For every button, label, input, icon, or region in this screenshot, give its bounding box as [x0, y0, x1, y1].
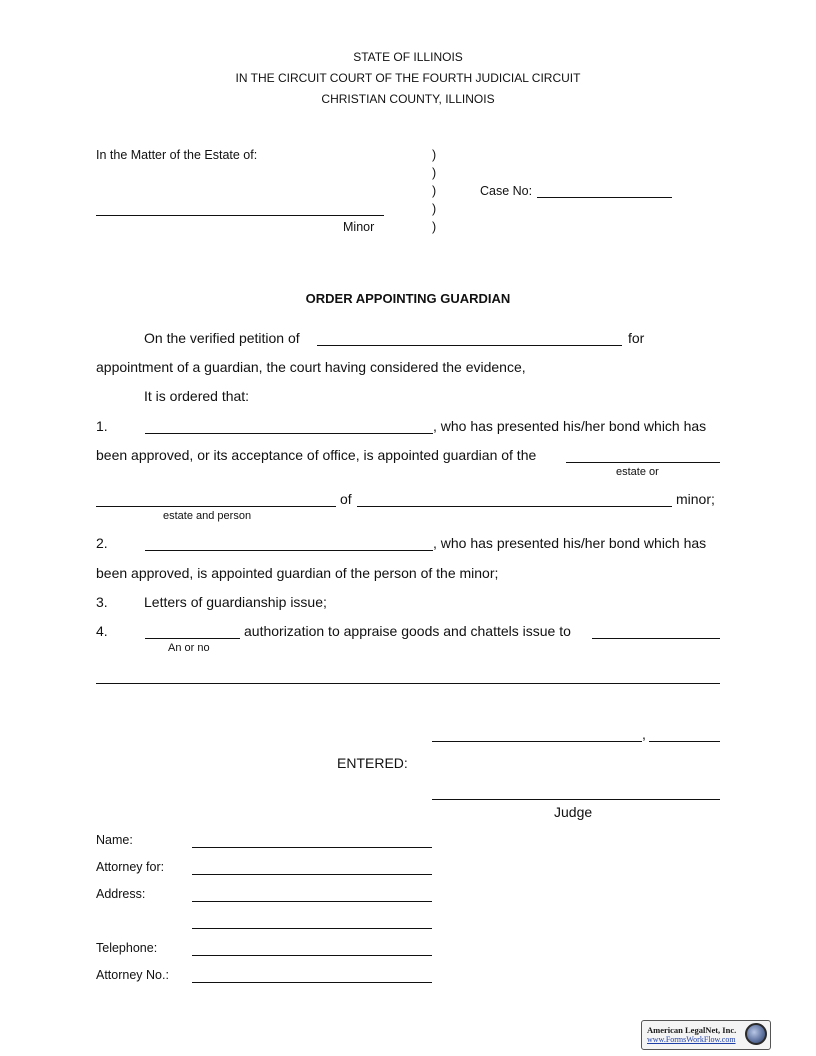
court-county: CHRISTIAN COUNTY, ILLINOIS — [321, 92, 495, 106]
item-3-number: 3. — [96, 594, 108, 610]
petition-intro: On the verified petition of — [144, 330, 300, 346]
attorney-for-label: Attorney for: — [96, 860, 165, 874]
item-2-number: 2. — [96, 535, 108, 551]
minor-word: minor; — [676, 491, 715, 507]
name-field[interactable] — [192, 847, 432, 848]
petitioner-field[interactable] — [317, 345, 622, 346]
ordered-label: It is ordered that: — [144, 388, 250, 404]
item-4-text: authorization to appraise goods and chattels issue to — [244, 623, 571, 639]
attorney-no-label: Attorney No.: — [96, 968, 169, 982]
guardian-1-field[interactable] — [145, 433, 433, 434]
publisher-logo[interactable] — [641, 1020, 771, 1050]
matter-label: In the Matter of the Estate of: — [96, 148, 258, 162]
petition-line2: appointment of a guardian, the court having considered the evidence, — [96, 359, 526, 375]
entered-label: ENTERED: — [337, 755, 408, 771]
guardian-2-field[interactable] — [145, 550, 433, 551]
year-field[interactable] — [649, 741, 720, 742]
appraise-continuation-field[interactable] — [96, 683, 720, 684]
attorney-no-field[interactable] — [192, 982, 432, 983]
minor-label: Minor — [343, 220, 375, 234]
caption-paren-2: ) — [432, 166, 437, 180]
guardian-type-field[interactable] — [566, 462, 720, 463]
caption-paren-4: ) — [432, 202, 437, 216]
attorney-for-field[interactable] — [192, 874, 432, 875]
court-state: STATE OF ILLINOIS — [353, 50, 463, 64]
hint-an-or-no: An or no — [168, 642, 210, 654]
hint-estate-or: estate or — [616, 466, 659, 478]
court-circuit: IN THE CIRCUIT COURT OF THE FOURTH JUDICIAL CIRCUIT — [235, 71, 581, 85]
item-1-text: , who has presented his/her bond which has — [433, 418, 707, 434]
date-comma: , — [642, 726, 646, 742]
appraise-to-field[interactable] — [592, 638, 720, 639]
judge-label: Judge — [554, 804, 593, 820]
caption-paren-1: ) — [432, 148, 437, 162]
of-word: of — [340, 491, 352, 507]
authorization-field[interactable] — [145, 638, 240, 639]
case-no-label: Case No: — [480, 184, 533, 198]
caption-paren-5: ) — [432, 220, 437, 234]
logo-website-link[interactable]: www.FormsWorkFlow.com — [647, 1035, 736, 1044]
logo-company-name: American LegalNet, Inc. — [647, 1025, 737, 1035]
telephone-label: Telephone: — [96, 941, 158, 955]
caption-paren-3: ) — [432, 184, 437, 198]
item-2-line2: been approved, is appointed guardian of the person of the minor; — [96, 565, 499, 581]
address-label: Address: — [96, 887, 146, 901]
estate-type-field[interactable] — [96, 506, 336, 507]
item-1-line2: been approved, or its acceptance of office, is appointed guardian of the — [96, 447, 537, 463]
globe-seal-icon — [745, 1023, 767, 1045]
document-title: ORDER APPOINTING GUARDIAN — [305, 291, 511, 306]
petition-for: for — [628, 330, 645, 346]
telephone-field[interactable] — [192, 955, 432, 956]
item-4-number: 4. — [96, 623, 108, 639]
address-field-2[interactable] — [192, 928, 432, 929]
case-no-field[interactable] — [537, 197, 672, 198]
estate-name-field[interactable] — [96, 215, 384, 216]
address-field-1[interactable] — [192, 901, 432, 902]
item-2-text: , who has presented his/her bond which has — [433, 535, 707, 551]
name-label: Name: — [96, 833, 133, 847]
item-1-number: 1. — [96, 418, 108, 434]
hint-estate-person: estate and person — [163, 510, 252, 522]
minor-name-field[interactable] — [357, 506, 672, 507]
item-3-text: Letters of guardianship issue; — [144, 594, 327, 610]
date-field[interactable] — [432, 741, 642, 742]
judge-signature-field[interactable] — [432, 799, 720, 800]
